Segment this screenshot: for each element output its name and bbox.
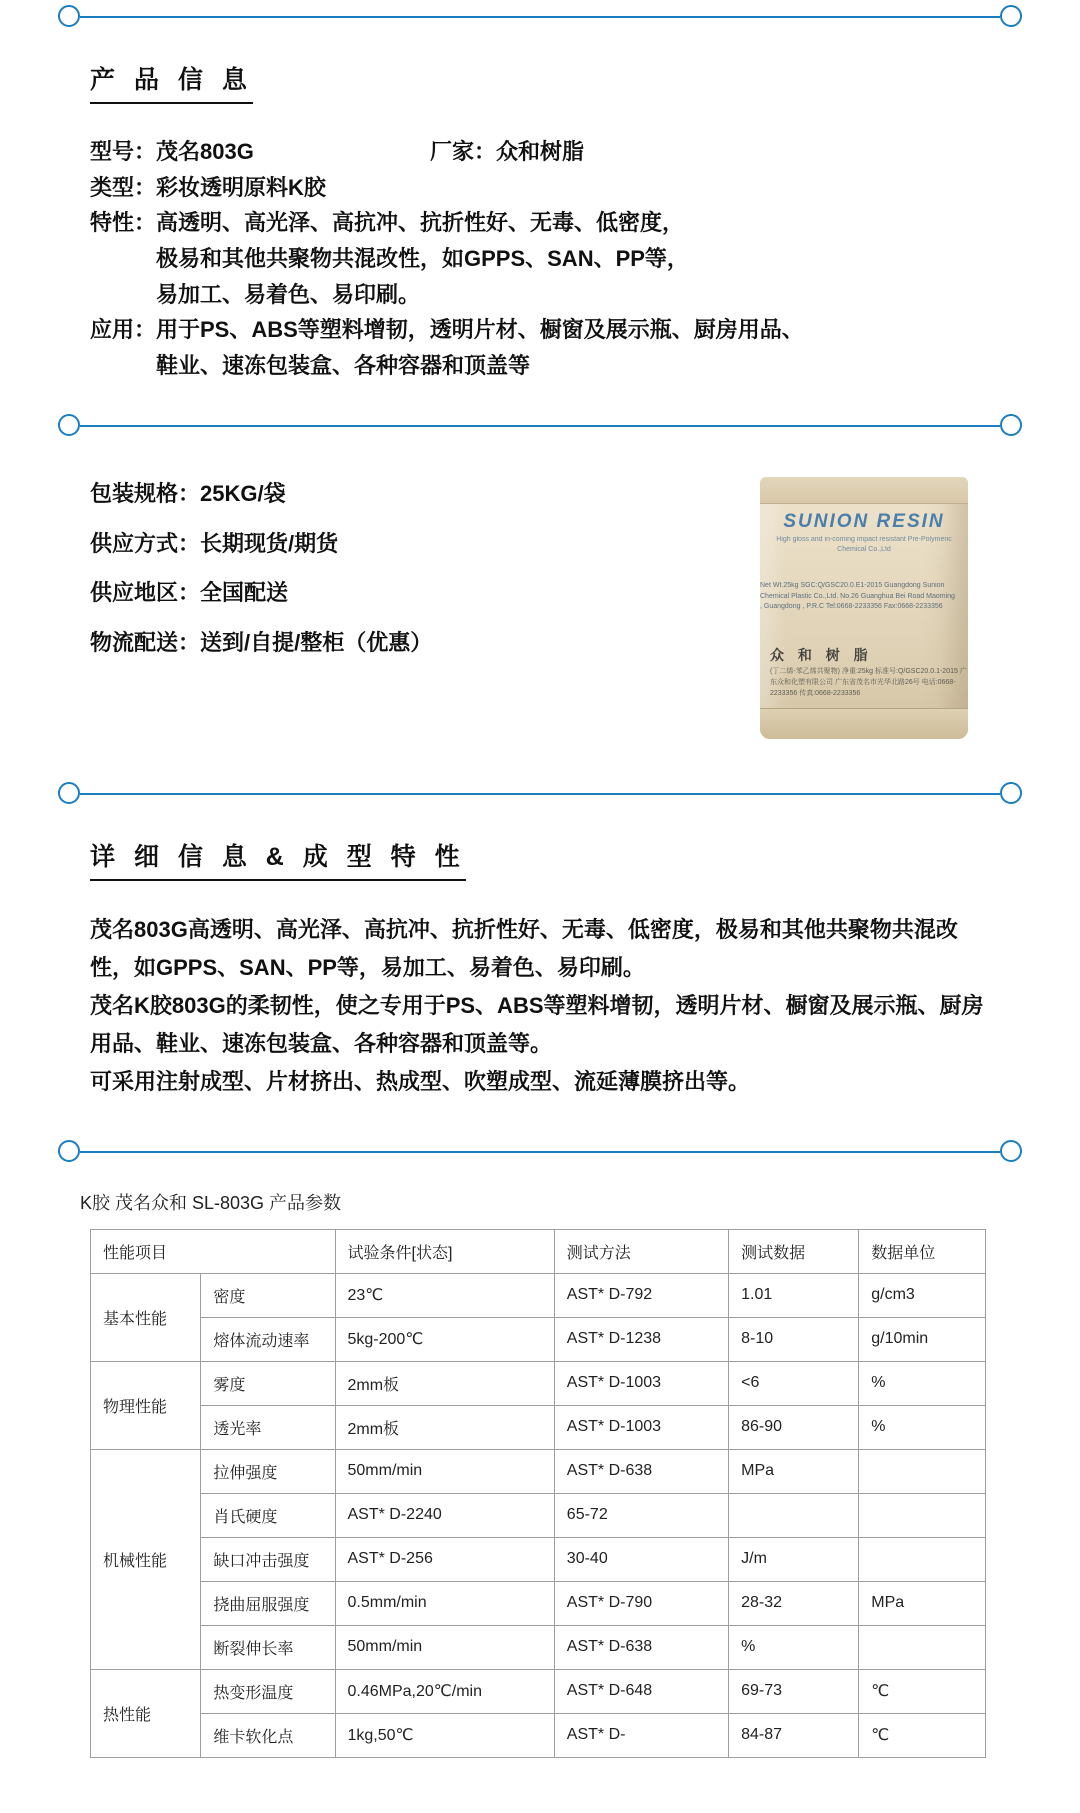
umbrella-mark-icon	[884, 711, 906, 733]
row-method: 65-72	[554, 1493, 728, 1537]
row-item: 肖氏硬度	[201, 1493, 335, 1537]
product-info-heading: 产 品 信 息	[90, 60, 253, 104]
group-label: 机械性能	[91, 1449, 201, 1669]
table-header-row	[91, 1229, 986, 1273]
fragile-mark-icon	[911, 711, 933, 733]
table-row	[91, 1449, 986, 1493]
table-row	[91, 1669, 986, 1713]
row-data: 8-10	[729, 1317, 859, 1361]
table-row	[91, 1625, 986, 1669]
row-condition: 23℃	[335, 1273, 554, 1317]
packaging-section	[0, 469, 1080, 759]
row-item: 缺口冲击强度	[201, 1537, 335, 1581]
row-item: 拉伸强度	[201, 1449, 335, 1493]
row-data: <6	[729, 1361, 859, 1405]
divider-circle-right	[1000, 414, 1022, 436]
divider-params	[58, 1135, 1022, 1169]
row-unit	[859, 1537, 986, 1581]
group-label: 基本性能	[91, 1273, 201, 1361]
table-row	[91, 1493, 986, 1537]
row-item: 密度	[201, 1273, 335, 1317]
product-application-line-2: 鞋业、速冻包装盒、各种容器和顶盖等	[156, 352, 531, 378]
bag-brand-text: SUNION RESIN	[783, 511, 945, 533]
row-method: AST* D-	[554, 1713, 728, 1757]
product-model: 型号：茂名803G	[90, 139, 254, 164]
th-test-data: 测试数据	[729, 1229, 859, 1273]
row-condition: 2mm板	[335, 1361, 554, 1405]
divider-line	[80, 1151, 1000, 1153]
th-performance-item: 性能项目	[91, 1229, 336, 1273]
th-test-condition: 试验条件[状态]	[335, 1229, 554, 1273]
row-method: AST* D-1003	[554, 1405, 728, 1449]
row-unit: %	[859, 1405, 986, 1449]
detail-paragraph-3: 可采用注射成型、片材挤出、热成型、吹塑成型、流延薄膜挤出等。	[90, 1068, 751, 1094]
params-table	[90, 1229, 986, 1758]
divider-circle-left	[58, 414, 80, 436]
row-condition: 2mm板	[335, 1405, 554, 1449]
detail-heading: 详 细 信 息 & 成 型 特 性	[90, 837, 466, 881]
table-row	[91, 1713, 986, 1757]
divider-line	[80, 793, 1000, 795]
group-label: 物理性能	[91, 1361, 201, 1449]
product-feature-line-3: 易加工、易着色、易印刷。	[156, 281, 421, 307]
row-unit: ℃	[859, 1713, 986, 1757]
row-item: 熔体流动速率	[201, 1317, 335, 1361]
row-unit	[859, 1449, 986, 1493]
table-row	[91, 1317, 986, 1361]
row-method: 30-40	[554, 1537, 728, 1581]
row-condition: 5kg-200℃	[335, 1317, 554, 1361]
table-row	[91, 1537, 986, 1581]
product-feature-line-2: 极易和其他共聚物共混改性，如GPPS、SAN、PP等，	[156, 245, 689, 271]
product-bag-image	[760, 477, 968, 739]
product-info-section	[0, 34, 1080, 104]
group-label: 热性能	[91, 1669, 201, 1757]
packaging-supply-mode: 供应方式：长期现货/期货	[90, 530, 339, 556]
row-unit: %	[859, 1361, 986, 1405]
product-feature-line-1: 特性：高透明、高光泽、高抗冲、抗折性好、无毒、低密度，	[90, 210, 685, 236]
row-unit	[859, 1493, 986, 1537]
row-item: 雾度	[201, 1361, 335, 1405]
row-method: AST* D-792	[554, 1273, 728, 1317]
bag-handling-marks	[884, 711, 960, 733]
row-unit: g/cm3	[859, 1273, 986, 1317]
product-info-list	[90, 134, 1080, 383]
th-test-method: 测试方法	[554, 1229, 728, 1273]
divider-circle-right	[1000, 1140, 1022, 1162]
row-method: AST* D-790	[554, 1581, 728, 1625]
row-unit: MPa	[859, 1581, 986, 1625]
row-data: 86-90	[729, 1405, 859, 1449]
divider-circle-right	[1000, 782, 1022, 804]
table-row	[91, 1361, 986, 1405]
row-data: %	[729, 1625, 859, 1669]
product-info-row-model	[90, 134, 1080, 170]
detail-paragraphs	[90, 911, 990, 1100]
divider-detail	[58, 777, 1022, 811]
row-method: AST* D-648	[554, 1669, 728, 1713]
row-condition: AST* D-2240	[335, 1493, 554, 1537]
row-method: AST* D-1238	[554, 1317, 728, 1361]
table-row	[91, 1405, 986, 1449]
row-method: AST* D-1003	[554, 1361, 728, 1405]
packaging-spec: 包装规格：25KG/袋	[90, 481, 286, 507]
detail-paragraph-1: 茂名803G高透明、高光泽、高抗冲、抗折性好、无毒、低密度，极易和其他共聚物共混改性，如GPPS、SAN、PP等，易加工、易着色、易印刷。	[90, 917, 958, 981]
row-data: 1.01	[729, 1273, 859, 1317]
row-item: 维卡软化点	[201, 1713, 335, 1757]
row-item: 挠曲屈服强度	[201, 1581, 335, 1625]
bag-chinese-brand: 众 和 树 脂	[770, 647, 873, 664]
divider-circle-left	[58, 1140, 80, 1162]
row-condition: 50mm/min	[335, 1449, 554, 1493]
params-table-caption: K胶 茂名众和 SL-803G 产品参数	[80, 1192, 342, 1213]
row-unit: g/10min	[859, 1317, 986, 1361]
divider-circle-left	[58, 782, 80, 804]
row-data	[729, 1493, 859, 1537]
row-condition: 0.46MPa,20℃/min	[335, 1669, 554, 1713]
row-data: J/m	[729, 1537, 859, 1581]
product-type: 类型：彩妆透明原料K胶	[90, 174, 326, 200]
row-method: AST* D-638	[554, 1625, 728, 1669]
divider-top	[58, 0, 1022, 34]
row-data: MPa	[729, 1449, 859, 1493]
product-application-line-1: 应用：用于PS、ABS等塑料增韧，透明片材、橱窗及展示瓶、厨房用品、	[90, 317, 804, 343]
divider-line	[80, 425, 1000, 427]
row-condition: 0.5mm/min	[335, 1581, 554, 1625]
row-data: 28-32	[729, 1581, 859, 1625]
row-unit: ℃	[859, 1669, 986, 1713]
product-manufacturer: 厂家：众和树脂	[430, 139, 585, 164]
row-item: 热变形温度	[201, 1669, 335, 1713]
row-condition: 50mm/min	[335, 1625, 554, 1669]
divider-line	[80, 16, 1000, 18]
row-method: AST* D-638	[554, 1449, 728, 1493]
divider-circle-right	[1000, 5, 1022, 27]
detail-section	[0, 811, 1080, 881]
table-row	[91, 1581, 986, 1625]
row-data: 84-87	[729, 1713, 859, 1757]
table-row	[91, 1273, 986, 1317]
bag-specs-text: Net Wt.25kg SGC:Q/GSC20.0.E1-2015 Guangdong Sunion Chemical Plastic Co.,Ltd. No.26 Guanghua Bei Road Maoming , Guangdong , P.R.C Tel:0668-2233356 Fax:0668-2233356	[760, 582, 955, 611]
bag-chinese-info: (丁二烯-苯乙烯共聚物) 净重:25kg 标准号:Q/GSC20.0.1-2015 广东众和化塑有限公司 广东省茂名市光华北路26号 电话:0668-2233356 传真:0668-2233356	[770, 668, 967, 698]
stack-mark-icon	[938, 711, 960, 733]
row-data: 69-73	[729, 1669, 859, 1713]
bag-subtitle-text: High gloss and in-coming impact resistant Pre-Polymeric Chemical Co.,Ltd	[776, 536, 952, 553]
row-condition: 1kg,50℃	[335, 1713, 554, 1757]
divider-circle-left	[58, 5, 80, 27]
th-data-unit: 数据单位	[859, 1229, 986, 1273]
row-item: 断裂伸长率	[201, 1625, 335, 1669]
row-unit	[859, 1625, 986, 1669]
divider-packaging	[58, 409, 1022, 443]
packaging-supply-area: 供应地区：全国配送	[90, 580, 289, 606]
row-item: 透光率	[201, 1405, 335, 1449]
detail-paragraph-2: 茂名K胶803G的柔韧性，使之专用于PS、ABS等塑料增韧，透明片材、橱窗及展示瓶、厨房用品、鞋业、速冻包装盒、各种容器和顶盖等。	[90, 993, 984, 1056]
row-condition: AST* D-256	[335, 1537, 554, 1581]
packaging-logistics: 物流配送：送到/自提/整柜（优惠）	[90, 629, 433, 655]
